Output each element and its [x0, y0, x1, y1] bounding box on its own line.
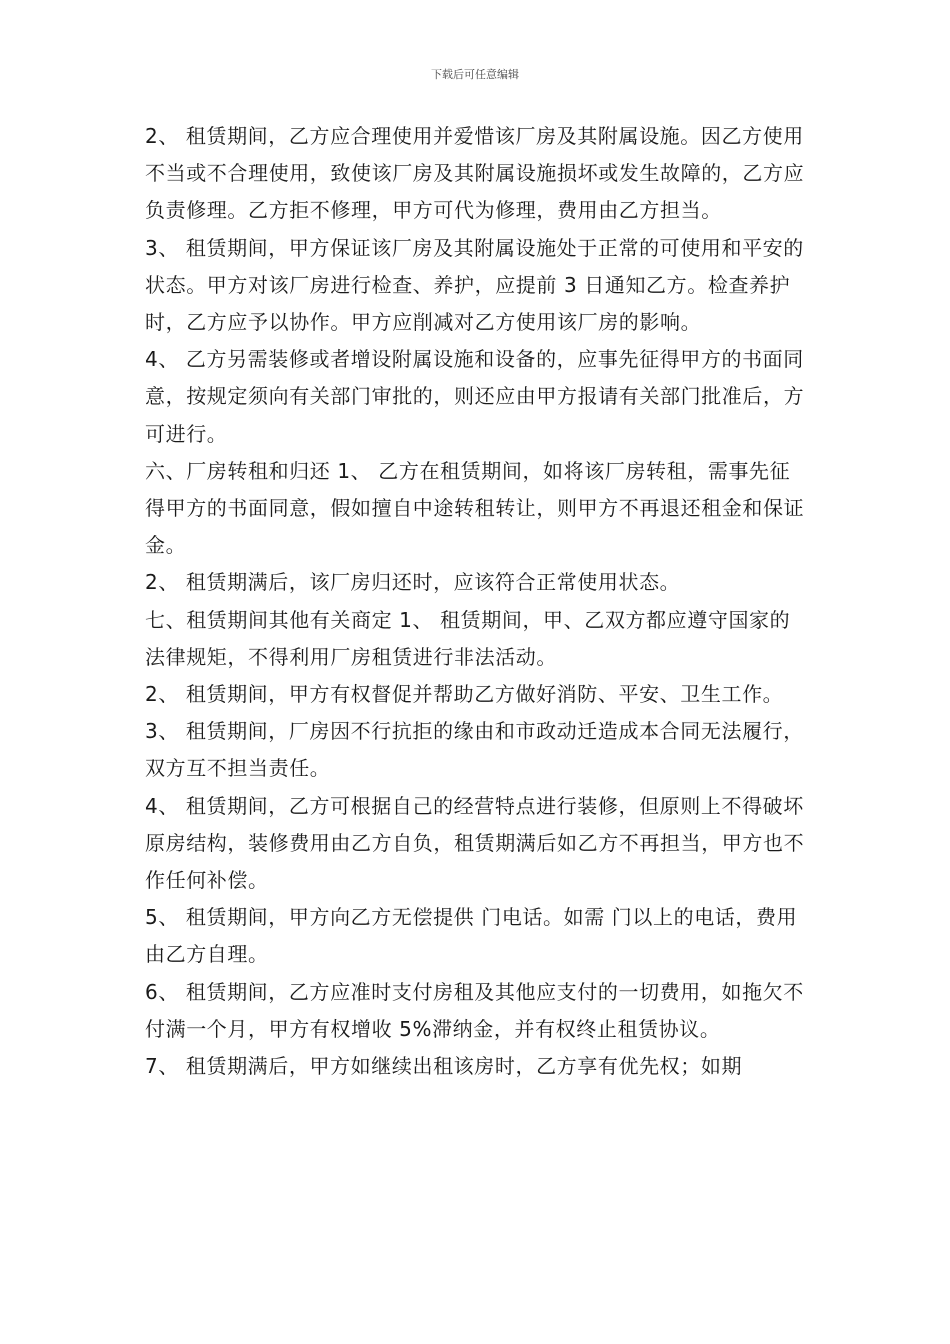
- clause-paragraph: 5、 租赁期间，甲方向乙方无偿提供 门电话。如需 门以上的电话，费用由乙方自理。: [145, 905, 798, 967]
- section-paragraph: 七、租赁期间其他有关商定 1、 租赁期间，甲、乙双方都应遵守国家的法律规矩，不得利用厂房租赁进行非法活动。: [145, 607, 791, 669]
- clause-paragraph: 7、 租赁期满后，甲方如继续出租该房时，乙方享有优先权；如期: [145, 1054, 743, 1079]
- clause-paragraph: 2、 租赁期满后，该厂房归还时，应该符合正常使用状态。: [145, 570, 681, 595]
- clause-paragraph: 2、 租赁期间，甲方有权督促并帮助乙方做好消防、平安、卫生工作。: [145, 682, 784, 707]
- clause-paragraph: 6、 租赁期间，乙方应准时支付房租及其他应支付的一切费用，如拖欠不付满一个月，甲方有权增收 5%滞纳金，并有权终止租赁协议。: [145, 979, 804, 1041]
- clause-paragraph: 3、 租赁期间，厂房因不行抗拒的缘由和市政动迁造成本合同无法履行，双方互不担当责任。: [145, 719, 804, 781]
- clause-paragraph: 3、 租赁期间，甲方保证该厂房及其附属设施处于正常的可使用和平安的状态。甲方对该厂房进行检查、养护，应提前 3 日通知乙方。检查养护时，乙方应予以协作。甲方应削减对乙方使用该厂房的影响。: [145, 235, 804, 335]
- document-body: [145, 118, 810, 1085]
- clause-paragraph: 4、 租赁期间，乙方可根据自己的经营特点进行装修，但原则上不得破坏原房结构，装修费用由乙方自负，租赁期满后如乙方不再担当，甲方也不作任何补偿。: [145, 793, 805, 893]
- page-header: 下载后可任意编辑: [431, 68, 519, 81]
- clause-paragraph: 2、 租赁期间，乙方应合理使用并爱惜该厂房及其附属设施。因乙方使用不当或不合理使用，致使该厂房及其附属设施损坏或发生故障的，乙方应负责修理。乙方拒不修理，甲方可代为修理，费用由乙方担当。: [145, 124, 805, 223]
- clause-paragraph: 4、 乙方另需装修或者增设附属设施和设备的，应事先征得甲方的书面同意，按规定须向有关部门审批的，则还应由甲方报请有关部门批准后，方可进行。: [145, 347, 805, 446]
- section-paragraph: 六、厂房转租和归还 1、 乙方在租赁期间，如将该厂房转租，需事先征得甲方的书面同意，假如擅自中途转租转让，则甲方不再退还租金和保证金。: [145, 458, 805, 558]
